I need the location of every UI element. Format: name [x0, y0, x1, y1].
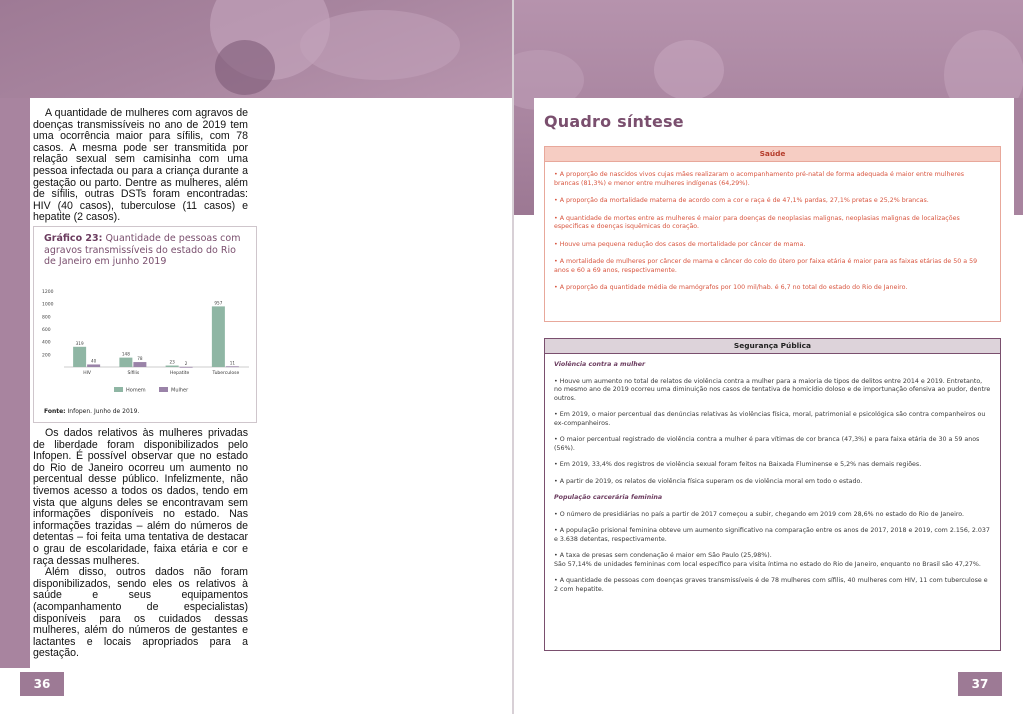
seguranca-box [544, 338, 1001, 651]
seguranca-item: • A população prisional feminina obteve um aumento significativo na comparação entre os anos de 2017, 2018 e 2019, com 2.156, 2.037 e 3.638 detentas, respectivamente. [554, 527, 990, 543]
subheading-populacao: População carcerária feminina [554, 494, 663, 501]
hand-shape-3 [654, 40, 724, 100]
x-tick-label: HIV [83, 371, 92, 376]
legend-swatch [159, 387, 168, 392]
y-tick-label: 400 [42, 340, 51, 346]
right-page [514, 0, 1023, 714]
page-number-right: 37 [958, 672, 1002, 696]
seguranca-item: • O número de presidiárias no país a partir de 2017 começou a subir, chegando em 2019 com 28,6% no estado do Rio de Janeiro. [554, 510, 965, 518]
bar-chart [34, 287, 256, 405]
chart-source-text: Infopen. Junho de 2019. [67, 408, 140, 415]
legend-label: Homem [126, 387, 146, 394]
bar-mulher [180, 367, 193, 368]
y-tick-label: 1000 [42, 302, 54, 308]
body-paragraphs [33, 428, 248, 660]
page-number-left: 36 [20, 672, 64, 696]
seguranca-item: • Em 2019, 33,4% dos registros de violência sexual foram feitos na Baixada Fluminense e 5,2% nas demais regiões. [554, 461, 922, 468]
data-label: 23 [169, 359, 175, 365]
data-label: 957 [214, 300, 223, 306]
bar-mulher [87, 364, 100, 367]
paragraph-3: Além disso, outros dados não foram disponibilizados, sendo eles os relativos à saúde e seus equipamentos (acompanhamento de especialistas) disponíveis para os cuidados dessas mulheres, além do números de gestantes e lactantes e locais apropriados para a gestação. [33, 566, 248, 660]
left-content [30, 98, 495, 668]
saude-item: • Houve uma pequena redução dos casos de mortalidade por câncer de mama. [554, 240, 806, 248]
page-title: Quadro síntese [544, 112, 684, 131]
chart-source-label: Fonte: [44, 408, 66, 415]
x-tick-label: Hepatite [169, 371, 190, 376]
saude-box [544, 146, 1001, 322]
saude-item: • A proporção de nascidos vivos cujas mães realizaram o acompanhamento pré-natal de forma adequada é maior entre mulheres brancas (81,3%) e menor entre mulheres indígenas (64,29%). [554, 171, 965, 187]
seguranca-item: • O maior percentual registrado de violência contra a mulher é para vítimas de cor branca (47,3%) e para faixa etária de 30 a 59 anos (56%). [554, 436, 980, 452]
seguranca-list [554, 359, 991, 602]
saude-item: • A proporção da quantidade média de mamógrafos por 100 mil/hab. é 6,7 no total do estado do Rio de Janeiro. [554, 284, 908, 291]
legend-swatch [114, 387, 123, 392]
seguranca-item: • A quantidade de pessoas com doenças graves transmissíveis é de 78 mulheres com sífilis, 40 mulheres com HIV, 11 com tuberculose e 2 com hepatite. [554, 577, 988, 593]
paragraph-1: A quantidade de mulheres com agravos de doenças transmissíveis no ano de 2019 tem uma ocorrência maior para sífilis, com 78 casos. A mesma pode ser transmitida por relação sexual sem camisinha com uma pessoa infectada ou para a criança durante a gestação ou parto. Dentre as mulheres, além de sífilis, outras DSTs foram encontradas: HIV (40 casos), tuberculose (11 casos) e hepatite (2 casos). [33, 107, 248, 224]
bar-homem [73, 347, 86, 367]
seguranca-item: • A partir de 2019, os relatos de violência física superam os de violência moral em todo o estado. [554, 477, 863, 485]
legend-label: Mulher [171, 387, 189, 394]
subheading-violencia: Violência contra a mulher [554, 361, 646, 368]
data-label: 148 [121, 351, 130, 357]
right-side-band [1014, 98, 1023, 215]
data-label: 319 [75, 340, 84, 346]
intro-paragraph [33, 108, 248, 224]
data-label: 40 [90, 358, 97, 364]
y-tick-label: 200 [42, 353, 51, 359]
hand-shape-2 [300, 10, 460, 80]
right-content [534, 98, 1014, 668]
x-tick-label: Tuberculose [212, 371, 240, 376]
saude-header: Saúde [545, 147, 1000, 162]
chart-label: Gráfico 23: [44, 233, 103, 244]
chart-figure [33, 226, 257, 423]
data-label: 2 [184, 360, 188, 366]
chart-source [44, 408, 139, 415]
bar-mulher [226, 366, 239, 367]
saude-item: • A quantidade de mortes entre as mulheres é maior para doenças de neoplasias malignas, neoplasias malignas de localizações especificas e doenças isquêmicas do coração. [554, 214, 960, 230]
chart-title [44, 233, 249, 268]
seguranca-item: • Em 2019, o maior percentual das denúncias relativas às violências física, moral, patrimonial e psicológica são contra companheiros ou ex-companheiros. [554, 411, 986, 427]
paragraph-2: Os dados relativos às mulheres privadas de liberdade foram disponibilizados pelo Infopen. É possível observar que no estado do Rio de Janeiro ocorreu um aumento no percentual desse público. Infelizmente, não tivemos acesso a todos os dados, tendo em vista que alguns deles se encontravam sem informações disponíveis no estado. Nas informações trazidas – além do números de detentas – foi feita uma tentativa de destacar o grau de escolaridade, faixa etária e cor e raça dessas mulheres. [33, 427, 248, 567]
y-tick-label: 1200 [42, 290, 54, 295]
y-tick-label: 600 [42, 328, 51, 333]
bar-homem [212, 306, 225, 367]
left-side-band [0, 98, 30, 668]
seguranca-item: São 57,14% de unidades femininas com local específico para visita íntima no estado do Rio de Janeiro, enquanto no Brasil são 47,27%. [554, 560, 981, 568]
data-label: 78 [137, 356, 143, 362]
fruit-shape [215, 40, 275, 95]
photo-banner-left [0, 0, 512, 98]
x-tick-label: Sífilis [127, 371, 140, 376]
y-tick-label: 800 [42, 315, 51, 321]
seguranca-header: Segurança Pública [545, 339, 1000, 354]
saude-item: • A mortalidade de mulheres por câncer de mama e câncer do colo do útero por faixa etária é maior para as faixas etárias de 50 a 59 anos e 60 a 69 anos, respectivamente. [554, 258, 978, 274]
saude-list [554, 171, 991, 302]
bar-homem [119, 358, 132, 367]
bar-homem [166, 366, 179, 367]
bar-mulher [133, 362, 146, 367]
data-label: 11 [229, 360, 236, 366]
saude-item: • A proporção da mortalidade materna de acordo com a cor e raça é de 47,1% pardas, 27,1% pretas e 25,2% brancas. [554, 197, 929, 204]
seguranca-item: • A taxa de presas sem condenação é maior em São Paulo (25,98%). [554, 552, 772, 559]
chart-title-text: Quantidade de pessoas com agravos transmissíveis do estado do Rio de Janeiro em junho 2019 [44, 233, 241, 267]
seguranca-item: • Houve um aumento no total de relatos de violência contra a mulher para a maioria de tipos de delitos entre 2014 e 2019. Entretanto, no mesmo ano de 2019 ocorreu uma diminuição nos casos de tentativa de homicídio doloso e de importunação ofensiva ao pudor, dentre outros. [554, 377, 991, 402]
